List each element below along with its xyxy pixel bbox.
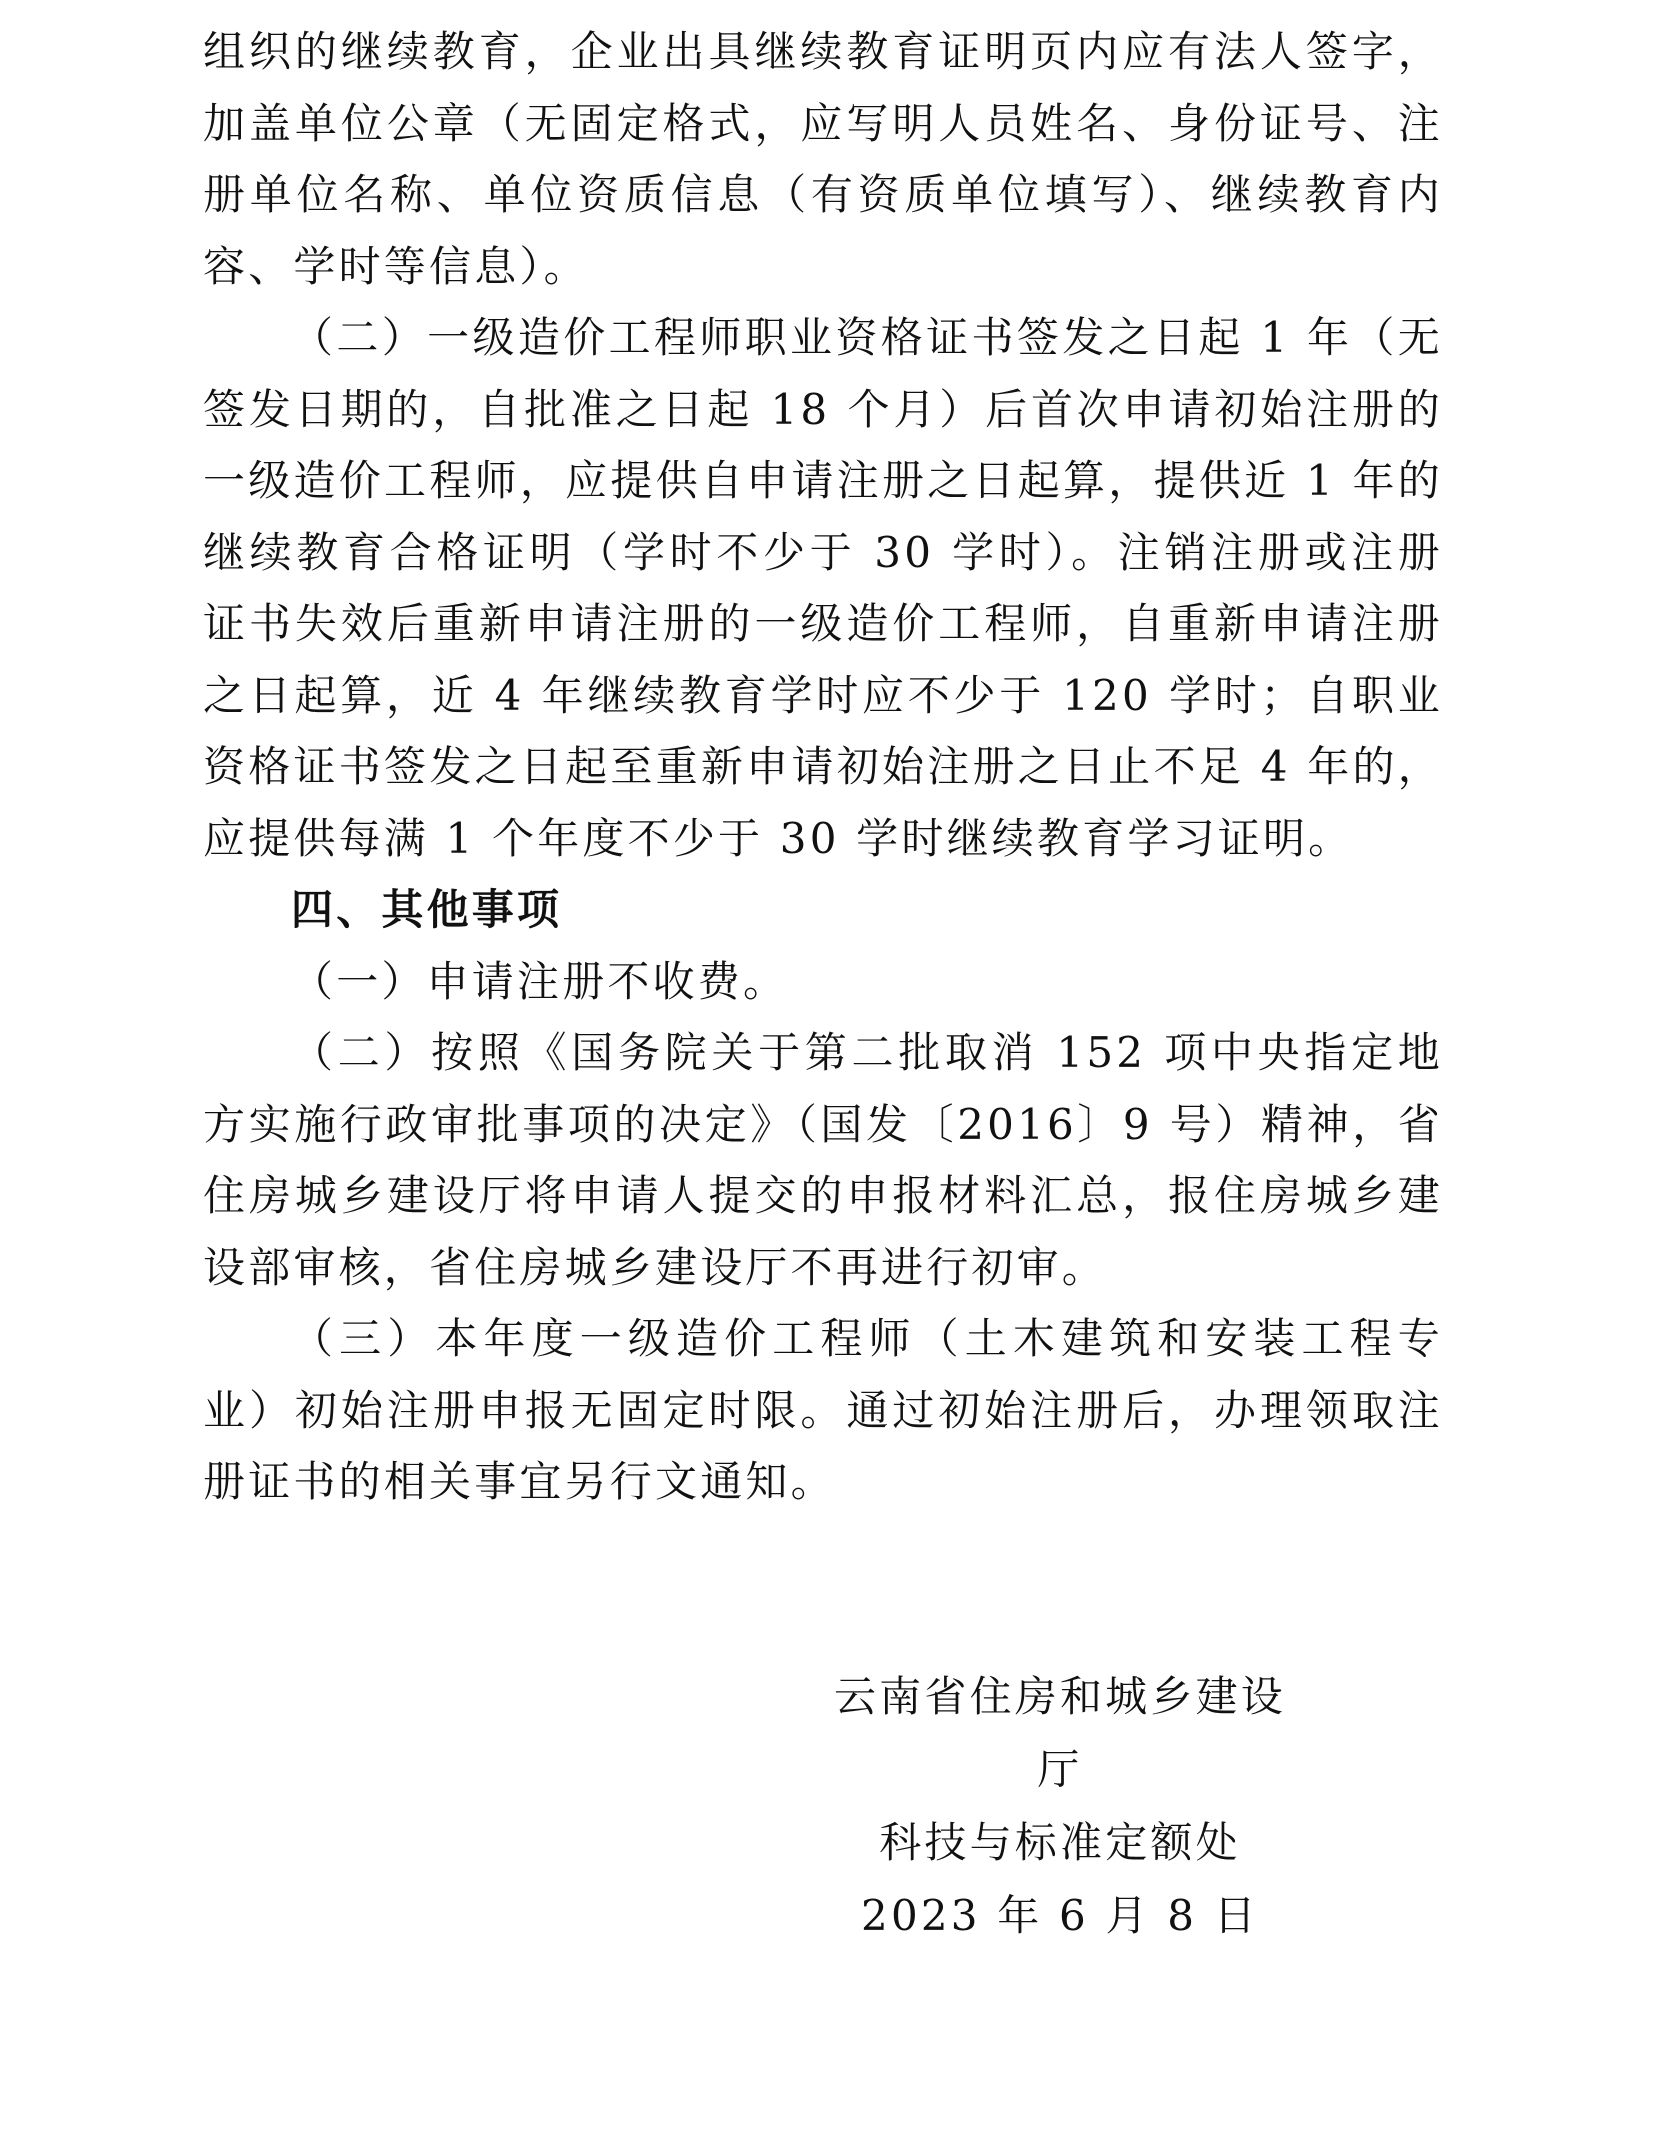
signature-organization: 云南省住房和城乡建设厅 — [833, 1672, 1286, 1794]
section-heading-other-matters: 四、其他事项 — [291, 885, 563, 934]
paragraph-continuing-education-proof: 组织的继续教育，企业出具继续教育证明页内应有法人签字，加盖单位公章（无固定格式，应写明人员姓名、身份证号、注册单位名称、单位资质信息（有资质单位填写）、继续教育内容、学时等信息）。 — [203, 27, 1443, 291]
paragraph-item-2-state-council-decision: （二）按照《国务院关于第二批取消 152 项中央指定地方实施行政审批事项的决定》（国发〔2016〕9 号）精神，省住房城乡建设厅将申请人提交的申报材料汇总，报住房城乡建设部审核，省住房城乡建设厅不再进行初审。 — [203, 1028, 1443, 1292]
signature-date: 2023 年 6 月 8 日 — [861, 1891, 1259, 1940]
signature-department: 科技与标准定额处 — [879, 1818, 1241, 1867]
signature-block — [820, 1660, 1300, 1952]
paragraph-item-1-no-fee: （一）申请注册不收费。 — [291, 956, 789, 1006]
document-body — [203, 16, 1443, 1518]
paragraph-item-3-no-fixed-deadline: （三）本年度一级造价工程师（土木建筑和安装工程专业）初始注册申报无固定时限。通过初始注册后，办理领取注册证书的相关事宜另行文通知。 — [203, 1314, 1443, 1506]
paragraph-item-2-initial-registration: （二）一级造价工程师职业资格证书签发之日起 1 年（无签发日期的，自批准之日起 18 个月）后首次申请初始注册的一级造价工程师，应提供自申请注册之日起算，提供近 1 年的继续教育合格证明（学时不少于 30 学时）。注销注册或注册证书失效后重新申请注册的一级造价工程师，自重新申请注册之日起算，近 4 年继续教育学时应不少于 120 学时；自职业资格证书签发之日起至重新申请初始注册之日止不足 4 年的，应提供每满 1 个年度不少于 30 学时继续教育学习证明。 — [203, 313, 1443, 863]
